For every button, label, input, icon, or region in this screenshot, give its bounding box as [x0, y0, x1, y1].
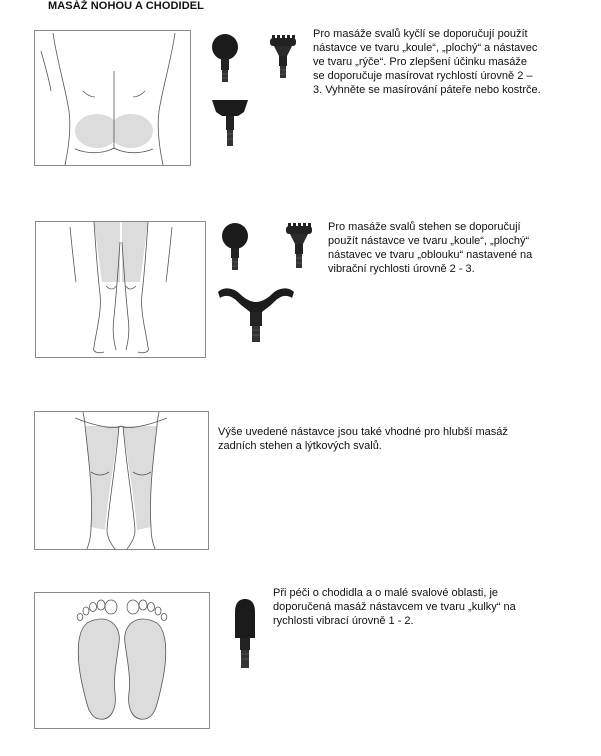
flat-attachment-icon: [282, 222, 316, 270]
ball-attachment-icon: [218, 222, 252, 272]
hip-instructions: Pro masáže svalů kyčlí se doporučují použít nástavce ve tvaru „koule“, „plochý“ a nástavec ve tvaru „rýče“. Pro zlepšení účinku masáže se doporučuje masírovat rychlostí úrovně 2 – 3. Vyhněte se masírování páteře nebo kostrče.: [313, 28, 541, 96]
leg-back-instructions: Výše uvedené nástavce jsou také vhodné pro hlubší masáž zadních stehen a lýtkových svalů.: [218, 426, 508, 452]
page-title: MASÁŽ NOHOU A CHODIDEL: [48, 0, 204, 12]
arc-attachment-icon: [214, 282, 298, 346]
ball-attachment-icon: [208, 32, 242, 84]
thigh-instructions: Pro masáže svalů stehen se doporučují použít nástavce ve tvaru „koule“, „plochý“ nástavec ve tvaru „oblouku“ nastavené na vibrační rychlosti úrovně 2 - 3.: [328, 221, 533, 275]
hip-illustration: [34, 30, 191, 166]
thigh-illustration: [35, 221, 206, 358]
leg-back-illustration: [34, 411, 209, 550]
bullet-attachment-icon: [230, 598, 260, 670]
spade-attachment-icon: [208, 96, 252, 150]
feet-illustration: [34, 592, 210, 729]
flat-attachment-icon: [266, 34, 300, 80]
feet-instructions: Při péči o chodidla a o malé svalové oblasti, je doporučená masáž nástavcem ve tvaru „kulky“ na rychlosti vibrací úrovně 1 - 2.: [273, 587, 516, 627]
